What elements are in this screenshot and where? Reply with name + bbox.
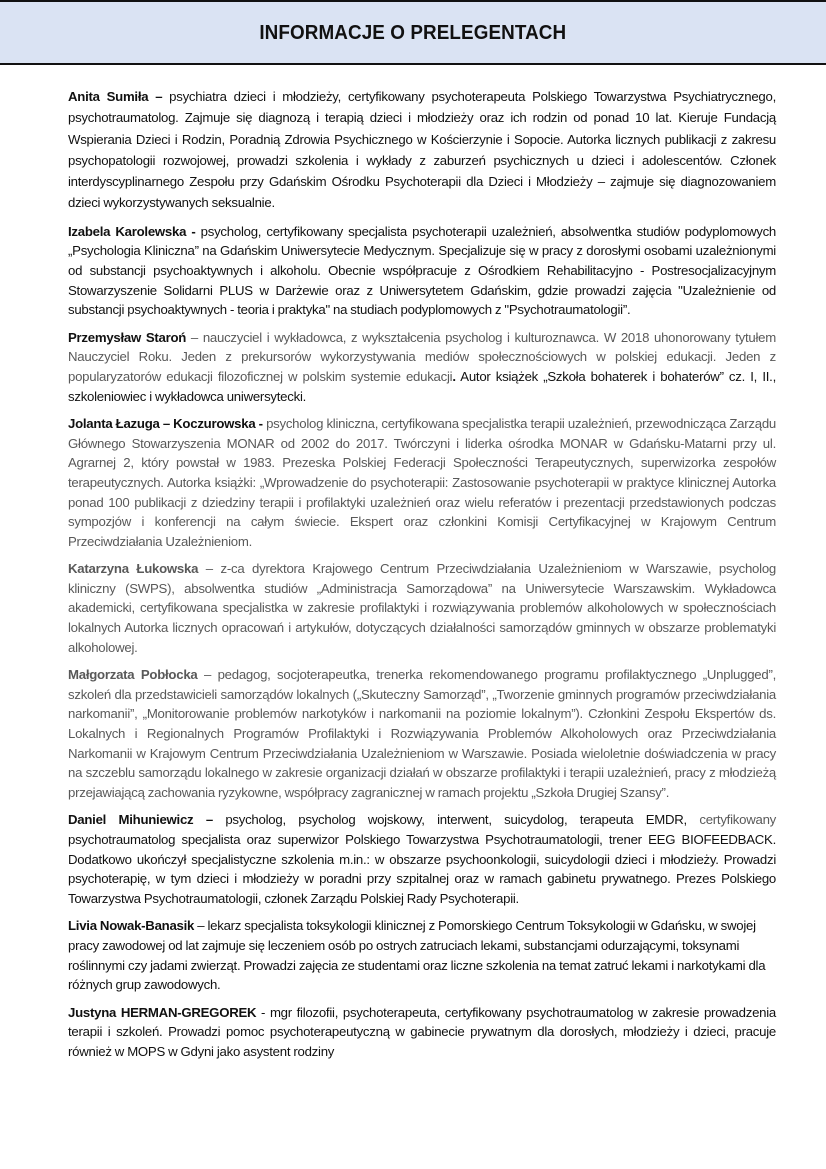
speaker-description: lekarz specjalista toksykologii klinicznej z Pomorskiego Centrum Toksykologii w Gdańsku, w swojej pracy zawodowej od lat zajmuje się leczeniem osób po ostrych zatruciach lekami, substancjami odurzającymi, toksynami roślinnymi czy jadami zwierząt. Prowadzi zajęcia ze studentami oraz liczne szkolenia na temat zatruć lekami i narkotykami dla różnych grup zawodowych. — [68, 918, 766, 993]
speaker-bio-jolanta-lazuga-koczurowska — [68, 414, 776, 551]
speaker-bio-daniel-mihuniewicz — [68, 810, 776, 908]
speaker-description: psycholog kliniczna, certyfikowana specjalistka terapii uzależnień, przewodnicząca Zarządu Głównego Stowarzyszenia MONAR od 2002 do 2017. Twórczyni i liderka ośrodka MONAR w Gdańsku-Matarni przy ul. Agrarnej 2, który powstał w 1983. Prezeska Polskiej Federacji Społeczności Terapeutycznych, superwizorka zespołów terapeutycznych. Autorka książki: „Wprowadzenie do psychoterapii: Zastosowanie psychoterapii w praktyce klinicznej Autorka ponad 100 publikacji z dziedziny terapii i profilaktyki uzależnień oraz wielu referatów i prezentacji przedstawionych podczas sympozjów i konferencji na całym świecie. Ekspert oraz członkini Komisji Certyfikacyjnej w Krajowym Centrum Przeciwdziałania Uzależnieniom. — [68, 416, 776, 549]
name-separator: – — [194, 918, 208, 934]
speaker-name: Justyna HERMAN-GREGOREK — [68, 1004, 257, 1020]
speaker-bio-przemyslaw-staron — [68, 328, 776, 406]
speaker-description: mgr filozofii, psychoterapeuta, certyfikowany psychotraumatolog w zakresie prowadzenia terapii i szkoleń. Prowadzi pomoc psychoterapeutyczną w gabinecie prywatnym dla dorosłych, młodzieży i dzieci, pracuje również w MOPS w Gdyni jako asystent rodziny — [68, 1004, 776, 1059]
speaker-name: Małgorzata Pobłocka — [68, 667, 198, 683]
speaker-description: psychiatra dzieci i młodzieży, certyfikowany psychoterapeuta Polskiego Towarzystwa Psychiatrycznego, psychotraumatolog. Zajmuje się diagnozą i terapią dzieci i młodzieży oraz ich rodzin od ponad 10 lat. Kieruje Fundacją Wspierania Dzieci i Rodzin, Poradnią Zdrowia Psychicznego w Kościerzynie i Sopocie. Autorka licznych publikacji z zakresu psychopatologii rozwojowej, prowadzi szkolenia i wykłady z zaburzeń psychicznych u dzieci i adolescentów. Członek interdyscyplinarnego Zespołu przy Gdańskim Ośrodku Psychoterapii dla Dzieci i Młodzieży – zajmuje się diagnozowaniem dzieci wykorzystywanych seksualnie. — [68, 89, 776, 211]
speakers-list — [68, 86, 776, 1070]
speaker-bio-livia-nowak-banasik — [68, 916, 776, 994]
name-separator: – — [186, 329, 203, 345]
speaker-name: Jolanta Łazuga – Koczurowska — [68, 416, 256, 432]
speaker-name: Daniel Mihuniewicz — [68, 812, 194, 828]
speaker-description-head: psycholog, psycholog wojskowy, interwent, suicydolog, terapeuta EMDR, — [225, 812, 700, 828]
speaker-bio-anita-sumila — [68, 86, 776, 214]
speaker-description: nauczyciel i wykładowca, z wykształcenia psycholog i kulturoznawca. W 2018 uhonorowany tytułem Nauczyciel Roku. Jeden z prekursorów wykorzystywania mediów społecznościowych w polskiej edukacji. Jeden z popularyzatorów edukacji filozoficznej w polskim systemie edukacji — [68, 329, 776, 384]
speaker-description: psycholog, certyfikowany specjalista psychoterapii uzależnień, absolwentka studiów podyplomowych „Psychologia Kliniczna” na Gdańskim Uniwersytecie Medycznym. Specjalizuje się w pracy z dorosłymi osobami uzależnionymi od substancji psychoaktywnych i alkoholu. Obecnie współpracuje z Ośrodkiem Rehabilitacyjno - Postresocjalizacyjnym Stowarzyszenie Solidarni PLUS w Darżewie oraz z Uniwersytetem Gdańskim, gdzie prowadzi zajęcia "Uzależnienie od substancji psychoaktywnych - teoria i praktyka" na studiach podyplomowych z "Psychotraumatologii”. — [68, 223, 776, 318]
name-separator: – — [193, 812, 226, 828]
speaker-description-gray-word: certyfikowany — [699, 812, 776, 828]
speaker-name: Katarzyna Łukowska — [68, 561, 199, 577]
emphasis-dot: . — [452, 368, 456, 384]
speaker-description: z-ca dyrektora Krajowego Centrum Przeciwdziałania Uzależnieniom w Warszawie, psycholog kliniczny (SWPS), absolwentka studiów „Administracja Samorządowa” na Uniwersytecie Warszawskim. Wykładowca akademicki, certyfikowana specjalistka w zakresie profilaktyki i rozwiązywania problemów alkoholowych w społecznościach lokalnych Autorka licznych opracowań i artykułów, dotyczących działalności samorządów gminnych w obszarze problematyki alkoholowej. — [68, 561, 776, 655]
speaker-name: Izabela Karolewska — [68, 223, 187, 239]
speaker-name: Anita Sumiła — [68, 89, 149, 104]
speaker-description-tail: Autor książek „Szkoła bohaterek i bohaterów” cz. I, II., szkoleniowiec i wykładowca uniwersytecki. — [68, 368, 776, 404]
name-separator: – — [197, 667, 218, 683]
speaker-bio-izabela-karolewska — [68, 222, 776, 320]
page-header — [0, 0, 826, 65]
name-separator: - — [186, 223, 201, 239]
speaker-bio-katarzyna-lukowska — [68, 559, 776, 657]
page-title: INFORMACJE O PRELEGENTACH — [259, 20, 567, 44]
speaker-description: psychotraumatolog specjalista oraz superwizor Polskiego Towarzystwa Psychotraumatologii, trener EEG BIOFEEDBACK. Dodatkowo ukończył specjalistyczne szkolenia m.in.: w obszarze psychoonkologii, suicydologii dzieci i młodzieży. Prowadzi psychoterapię, w tym dzieci i młodzieży w poradni przy szpitalnej oraz w ramach gabinetu prywatnego. Prezes Polskiego Towarzystwa Psychotraumatologii, członek Zarządu Polskiej Rady Psychoterapii. — [68, 832, 776, 906]
speaker-name: Przemysław Staroń — [68, 329, 187, 345]
speaker-name: Livia Nowak-Banasik — [68, 918, 195, 934]
name-separator: - — [255, 416, 267, 432]
speaker-bio-malgorzata-poblocka — [68, 665, 776, 802]
speaker-description: pedagog, socjoterapeutka, trenerka rekomendowanego programu profilaktycznego „Unplugged”, szkoleń dla przedstawicieli samorządów lokalnych („Skuteczny Samorząd”, „Tworzenie gminnych programów przeciwdziałania narkomanii”, „Monitorowanie problemów narkotyków i narkomanii na poziomie lokalnym”). Członkini Zespołu Ekspertów ds. Lokalnych i Regionalnych Programów Profilaktyki i Rozwiązywania Problemów Alkoholowych oraz Przeciwdziałania Narkomanii w Krajowym Centrum Przeciwdziałania Uzależnieniom w Warszawie. Posiada wieloletnie doświadczenia w pracy na szczeblu samorządu lokalnego w zakresie organizacji działań w obszarze profilaktyki i terapii uzależnień, pracy z młodzieżą przejawiającą zachowania ryzykowne, współpracy zagranicznej w ramach projektu „Szkoła Drugiej Szansy”. — [68, 667, 777, 800]
name-separator: - — [256, 1004, 270, 1020]
name-separator: – — [148, 89, 170, 104]
name-separator: – — [198, 561, 221, 577]
speaker-bio-justyna-herman-gregorek — [68, 1003, 776, 1062]
